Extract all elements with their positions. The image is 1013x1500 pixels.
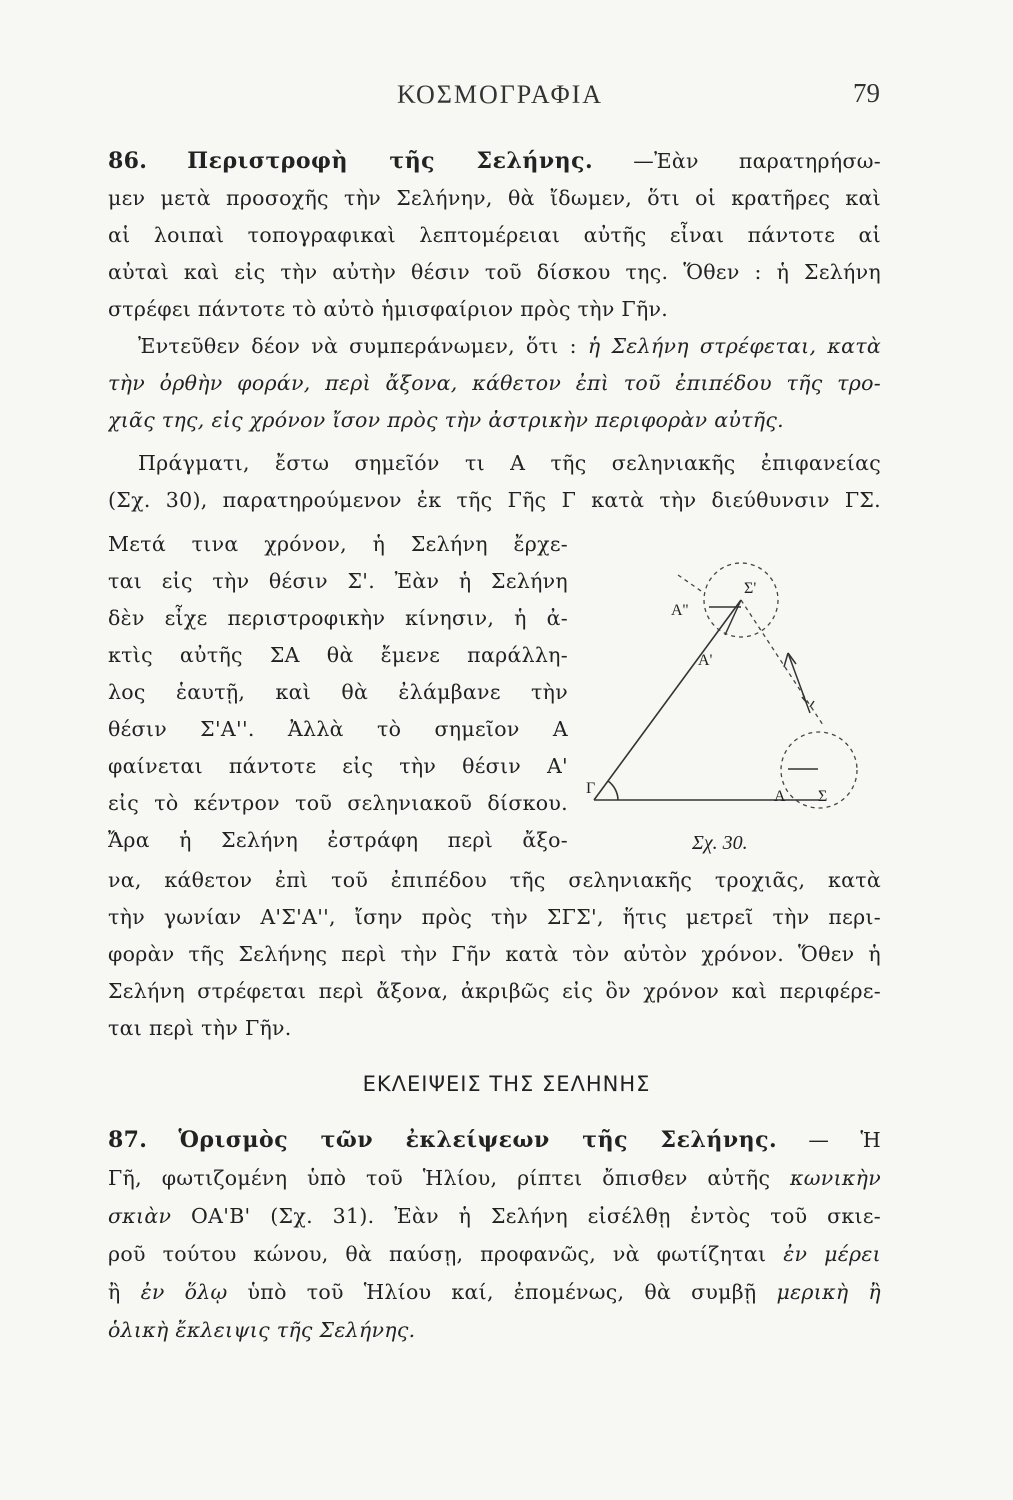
text-line bbox=[108, 365, 881, 401]
text-line: (Σχ. 30), παρατηρούμενον ἐκ τῆς Γῆς Γ κατὰ τὴν διεύθυνσιν ΓΣ. bbox=[108, 488, 881, 512]
text-line: μεν μετὰ προσοχῆς τὴν Σελήνην, θὰ ἴδωμεν, ὅτι οἱ κρατῆρες καὶ bbox=[108, 186, 881, 210]
text-span: ροῦ τούτου κώνου, θὰ παύσῃ, προφανῶς, νὰ φωτίζηται bbox=[108, 1242, 767, 1266]
text-span: Ἐντεῦθεν δέον νὰ συμπεράνωμεν, ὅτι : bbox=[138, 334, 577, 358]
emphasis: ἡ Σελήνη στρέφεται, κατὰ bbox=[587, 334, 881, 358]
text-line: τὴν γωνίαν Α'Σ'Α'', ἴσην πρὸς τὴν ΣΓΣ', ἥτις μετρεῖ τὴν περι- bbox=[108, 905, 881, 929]
emphasis: μερικὴ ἢ bbox=[776, 1280, 881, 1304]
text-line: θέσιν Σ'Α''. Ἀλλὰ τὸ σημεῖον Α bbox=[108, 717, 568, 741]
figure-caption: Σχ. 30. bbox=[692, 832, 748, 854]
section-title: Ὁρισμὸς τῶν ἐκλείψεων τῆς Σελήνης. bbox=[178, 1127, 778, 1153]
text-span: Γῆ, φωτιζομένη ὑπὸ τοῦ Ἡλίου, ρίπτει ὄπισθεν αὐτῆς bbox=[108, 1166, 771, 1190]
text-line bbox=[108, 1312, 881, 1348]
text-line: να, κάθετον ἐπὶ τοῦ ἐπιπέδου τῆς σεληνιακῆς τροχιᾶς, κατὰ bbox=[108, 868, 881, 892]
text-line: Μετά τινα χρόνον, ἡ Σελήνη ἔρχε- bbox=[108, 532, 568, 556]
text-line: αὐταὶ καὶ εἰς τὴν αὐτὴν θέσιν τοῦ δίσκου της. Ὅθεν : ἡ Σελήνη bbox=[108, 260, 881, 284]
text-line: Ἄρα ἡ Σελήνη ἐστράφη περὶ ἄξο- bbox=[108, 828, 568, 852]
angle-arc bbox=[608, 781, 618, 800]
text-line: —Ἐὰν παρατηρήσω- bbox=[633, 149, 881, 173]
text-line: φορὰν τῆς Σελήνης περὶ τὴν Γῆν κατὰ τὸν αὐτὸν χρόνον. Ὅθεν ἡ bbox=[108, 942, 881, 966]
text-span: ἢ bbox=[108, 1280, 121, 1304]
chapter-heading: ΕΚΛΕΙΨΕΙΣ ΤΗΣ ΣΕΛΗΝΗΣ bbox=[362, 1072, 651, 1096]
emphasis: ὁλικὴ ἔκλειψις τῆς Σελήνης. bbox=[108, 1318, 416, 1342]
text-line: ται εἰς τὴν θέσιν Σ'. Ἐὰν ἡ Σελήνη bbox=[108, 569, 568, 593]
text-line: φαίνεται πάντοτε εἰς τὴν θέσιν Α' bbox=[108, 754, 568, 778]
text-line: Πράγματι, ἔστω σημεῖόν τι Α τῆς σεληνιακῆς ἐπιφανείας bbox=[138, 451, 881, 475]
label-S1: Σ' bbox=[744, 580, 757, 597]
emphasis: χιᾶς της, εἰς χρόνον ἴσον πρὸς τὴν ἀστρικὴν περιφορὰν αὐτῆς. bbox=[108, 408, 784, 432]
page-number: 79 bbox=[853, 78, 880, 108]
text-line: ται περὶ τὴν Γῆν. bbox=[108, 1016, 292, 1040]
text-line: αἱ λοιπαὶ τοπογραφικαὶ λεπτομέρειαι αὐτῆς εἶναι πάντοτε αἱ bbox=[108, 223, 881, 247]
section-87-heading-line bbox=[108, 1122, 881, 1158]
text-line: κτὶς αὐτῆς ΣΑ θὰ ἔμενε παράλλη- bbox=[108, 643, 568, 667]
text-line: δὲν εἶχε περιστροφικὴν κίνησιν, ἡ ἀ- bbox=[108, 606, 568, 630]
text-line bbox=[108, 1274, 881, 1310]
text-span: — Ἡ bbox=[808, 1128, 881, 1152]
text-line bbox=[108, 402, 881, 438]
text-line bbox=[138, 328, 881, 364]
label-S: Σ bbox=[818, 788, 828, 805]
label-A: Α bbox=[774, 788, 786, 805]
dash-left bbox=[678, 575, 704, 593]
label-G: Γ bbox=[586, 780, 596, 797]
text-span: ΟΑ'Β' (Σχ. 31). Ἐὰν ἡ Σελήνη εἰσέλθῃ ἐντὸς τοῦ σκιε- bbox=[191, 1204, 881, 1228]
text-line bbox=[108, 1160, 881, 1196]
emphasis: τὴν ὀρθὴν φοράν, περὶ ἄξονα, κάθετον ἐπὶ τοῦ ἐπιπέδου τῆς τρο- bbox=[108, 371, 881, 395]
section-title: Περιστροφὴ τῆς Σελήνης. bbox=[187, 148, 594, 174]
text-line bbox=[108, 1236, 881, 1272]
text-line bbox=[108, 1198, 881, 1234]
emphasis: ἐν ὅλῳ bbox=[140, 1280, 228, 1304]
section-86-heading-line bbox=[108, 143, 881, 179]
emphasis: σκιὰν bbox=[108, 1204, 172, 1228]
running-header: ΚΟΣΜΟΓΡΑΦΙΑ bbox=[396, 80, 604, 109]
emphasis: κωνικὴν bbox=[790, 1166, 881, 1190]
text-span: ὑπὸ τοῦ Ἡλίου καί, ἐπομένως, θὰ συμβῇ bbox=[247, 1280, 757, 1304]
section-number: 87. bbox=[108, 1127, 148, 1153]
emphasis: ἐν μέρει bbox=[783, 1242, 881, 1266]
text-line: εἰς τὸ κέντρον τοῦ σεληνιακοῦ δίσκου. bbox=[108, 791, 568, 815]
figure-30 bbox=[578, 545, 888, 860]
label-A2: Α'' bbox=[671, 602, 689, 619]
figure-30-diagram bbox=[578, 545, 888, 860]
section-number: 86. bbox=[108, 148, 148, 174]
text-line: στρέφει πάντοτε τὸ αὐτὸ ἡμισφαίριον πρὸς τὴν Γῆν. bbox=[108, 297, 669, 321]
text-line: λος ἑαυτῇ, καὶ θὰ ἐλάμβανε τὴν bbox=[108, 680, 568, 704]
rotation-arrow bbox=[788, 653, 810, 713]
text-line: Σελήνη στρέφεται περὶ ἄξονα, ἀκριβῶς εἰς ὃν χρόνον καὶ περιφέρε- bbox=[108, 979, 881, 1003]
label-A1: Α' bbox=[698, 652, 713, 669]
